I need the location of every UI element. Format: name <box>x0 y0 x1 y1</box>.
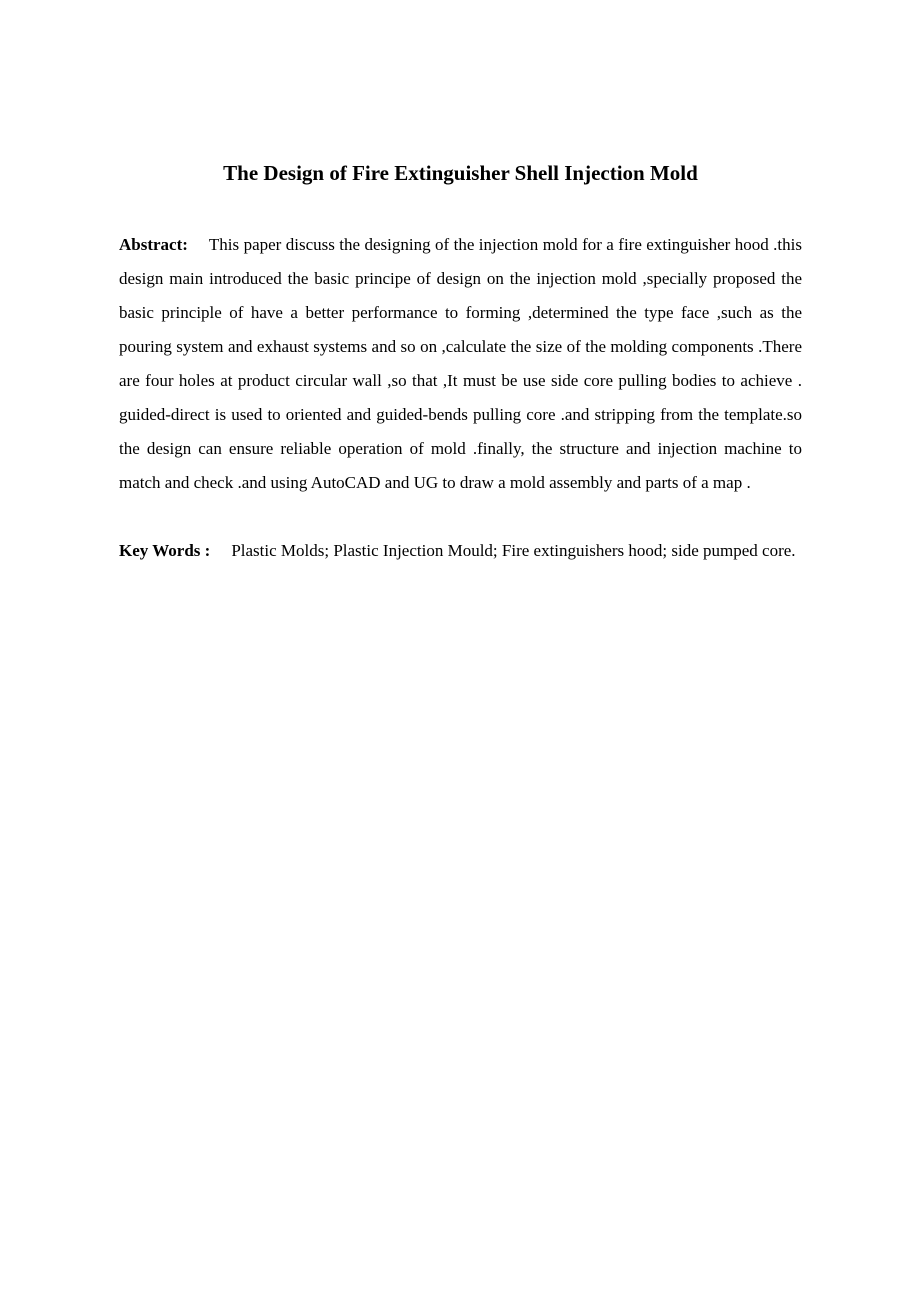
keywords-label: Key Words : <box>119 541 211 560</box>
keywords-text: Plastic Molds; Plastic Injection Mould; Fire extinguishers hood; side pumped core. <box>231 541 796 560</box>
paper-content <box>119 155 802 568</box>
abstract-paragraph <box>119 228 802 500</box>
abstract-label: Abstract: <box>119 235 188 254</box>
keywords-paragraph <box>119 534 802 568</box>
paper-title: The Design of Fire Extinguisher Shell Injection Mold <box>223 161 698 185</box>
abstract-text: This paper discuss the designing of the injection mold for a fire extinguisher hood .this design main introduced the basic principe of design on the injection mold ,specially proposed the basic principle of have a better performance to forming ,determined the type face ,such as the pouring system and exhaust systems and so on ,calculate the size of the molding components .There are four holes at product circular wall ,so that ,It must be use side core pulling bodies to achieve . guided-direct is used to oriented and guided-bends pulling core .and stripping from the template.so the design can ensure reliable operation of mold .finally, the structure and injection machine to match and check .and using AutoCAD and UG to draw a mold assembly and parts of a map . <box>119 235 802 492</box>
